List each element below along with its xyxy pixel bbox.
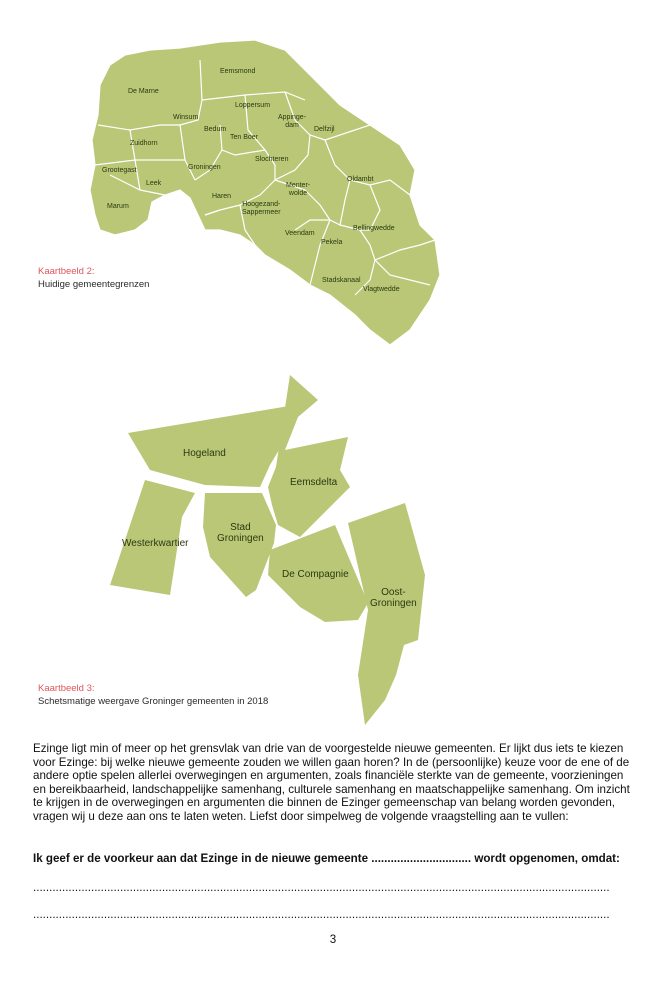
municipality-label-haren: Haren — [212, 193, 232, 200]
region-label-eemsdelta: Eemsdelta — [290, 477, 338, 488]
region-label-hogeland: Hogeland — [183, 448, 226, 459]
municipality-label-eemsmond: Eemsmond — [220, 68, 256, 75]
region-label-de-compagnie: De Compagnie — [282, 569, 349, 580]
municipality-label-groningen: Groningen — [188, 164, 221, 171]
municipality-label-leek: Leek — [146, 180, 162, 187]
region-hogeland — [128, 405, 295, 487]
municipality-label-winsum: Winsum — [173, 114, 199, 121]
municipality-label-loppersum: Loppersum — [235, 102, 271, 109]
municipality-label-bedum: Bedum — [204, 126, 227, 133]
municipality-label-hoogezand-sappermeer: Hoogezand- Sappermeer — [242, 201, 281, 216]
map1-caption-text: Huidige gemeentegrenzen — [38, 279, 150, 290]
current-municipalities-map — [70, 30, 470, 350]
preference-question: Ik geef er de voorkeur aan dat Ezinge in de nieuwe gemeente ............................... wordt opgenomen, omdat: — [33, 852, 620, 865]
region-label-westerkwartier: Westerkwartier — [122, 538, 189, 549]
municipality-label-zuidhorn: Zuidhorn — [130, 140, 158, 147]
region-eemsdelta — [268, 375, 350, 537]
municipality-label-grootegast: Grootegast — [102, 167, 137, 174]
map1-caption — [38, 265, 149, 291]
municipality-label-veendam: Veendam — [285, 230, 315, 237]
municipality-label-stadskanaal: Stadskanaal — [322, 277, 361, 284]
municipality-label-bellingwedde: Bellingwedde — [353, 225, 395, 232]
answer-line-1[interactable]: ................................................................................................................................................................................... — [33, 881, 610, 894]
municipality-label-vlagtwedde: Vlagtwedde — [363, 286, 400, 293]
province-outline — [70, 30, 470, 350]
schematic-regions — [100, 375, 440, 725]
municipality-label-menterwolde: Menter- wolde — [286, 182, 311, 197]
municipality-label-de-marne: De Marne — [128, 88, 159, 95]
map2-caption — [38, 682, 268, 708]
municipality-label-ten-boer: Ten Boer — [230, 134, 259, 141]
region-label-oost-groningen: Oost- Groningen — [370, 587, 417, 609]
map1-caption-title: Kaartbeeld 2: — [38, 266, 95, 277]
body-paragraph: Ezinge ligt min of meer op het grensvlak van drie van de voorgestelde nieuwe gemeenten. Er lijkt dus iets te kiezen voor Ezinge: bij welke nieuwe gemeente zouden we willen gaan horen? In de (persoonlijke) keuze voor de ene of de andere optie spelen allerlei overwegingen en argumenten, zoals financiële sterkte van de gemeente, voorzieningen en bereikbaarheid, landschappelijke samenhang, culturele samenhang en maatschappelijke samenhang. Om inzicht te krijgen in de overwegingen en argumenten die binnen de Ezinger gemeenschap van belang worden gevonden, vragen wij u deze aan ons te laten weten. Liefst door simpelweg de volgende vraagstelling aan te vullen: — [33, 742, 630, 823]
municipality-label-marum: Marum — [107, 203, 129, 210]
page-number: 3 — [329, 933, 337, 946]
region-stad-groningen — [203, 493, 276, 597]
map2-caption-text: Schetsmatige weergave Groninger gemeenten in 2018 — [38, 696, 269, 707]
municipality-label-pekela: Pekela — [321, 239, 343, 246]
municipality-label-oldambt: Oldambt — [347, 176, 374, 183]
map2-caption-title: Kaartbeeld 3: — [38, 683, 95, 694]
answer-line-2[interactable]: ................................................................................................................................................................................... — [33, 908, 610, 921]
schematic-municipalities-map — [100, 375, 440, 725]
municipality-label-delfzijl: Delfzijl — [314, 126, 335, 133]
municipality-label-slochteren: Slochteren — [255, 156, 289, 163]
municipality-label-appingedam: Appinge- dam — [278, 114, 307, 129]
region-label-stad-groningen: Stad Groningen — [217, 522, 264, 544]
